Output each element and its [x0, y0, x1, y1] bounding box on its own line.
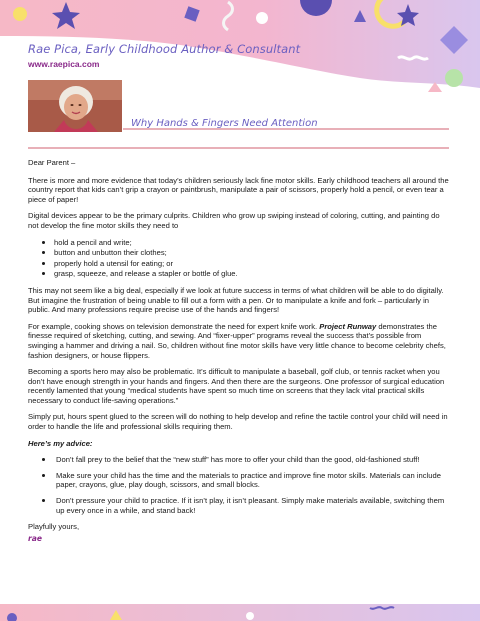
letter-body	[28, 158, 450, 550]
show-title: Project Runway	[319, 321, 377, 331]
advice-list	[42, 455, 450, 515]
list-item: Make sure your child has the time and the materials to practice and improve fine motor skills. Materials can include paper, crayons, glue, play dough, scissors, and small blocks.	[42, 471, 450, 490]
signature: rae	[28, 533, 43, 543]
list-item: Don’t fall prey to the belief that the “new stuff” has more to offer your child than the good, old-fashioned stuff!	[42, 455, 450, 465]
footer-banner	[0, 604, 480, 621]
website-link[interactable]: www.raepica.com	[28, 59, 100, 69]
list-item: hold a pencil and write;	[42, 238, 450, 248]
paragraph-4	[28, 322, 450, 360]
yellow-circle-shape	[13, 7, 27, 21]
paragraph-3: This may not seem like a big deal, especially if we look at future success in terms of what children will be able to do digitally. But imagine the frustration of being unable to fill out a form with a pen. Or to manipulate a knife and fork – particularly in public. And many professions require precise use of the hands and fingers!	[28, 285, 444, 315]
paragraph-5: Becoming a sports hero may also be problematic. It’s difficult to manipulate a baseball, golf club, or tennis racket when you don’t have enough strength in your hands and fingers. And then there are the surgeons. One professor of surgical education recently lamented that young “medical students have spent so much time on screens that they lack vital practical skills necessary to conduct life-saving operations.”	[28, 367, 445, 405]
skills-list	[42, 238, 450, 279]
paragraph-4-start: For example, cooking shows on television demonstrate the need for expert knife work.	[28, 321, 320, 331]
author-photo	[28, 80, 122, 132]
footer-graphic	[0, 604, 480, 621]
footer-white-circle-shape	[246, 612, 254, 620]
list-item: button and unbutton their clothes;	[42, 248, 450, 258]
header-divider	[28, 147, 449, 149]
greeting: Dear Parent –	[28, 158, 76, 167]
list-item: properly hold a utensil for eating; or	[42, 259, 450, 269]
green-circle-shape	[445, 69, 463, 87]
paragraph-6: Simply put, hours spent glued to the screen will do nothing to help develop and refine the tactile control your child will need in order to handle the life and professional skills requiring them.	[28, 412, 448, 432]
closing: Playfully yours,	[28, 522, 80, 532]
list-item: Don’t pressure your child to practice. If it isn’t play, it isn’t pleasant. Simply make materials available, switching them up every once in a while, and stand back!	[42, 496, 450, 515]
article-title: Why Hands & Fingers Need Attention	[131, 118, 318, 129]
paragraph-1: There is more and more evidence that today’s children seriously lack fine motor skills. Early childhood teachers all around the country report that kids can’t grip a crayon or paintbrush, manipulate a pair of scissors, properly hold a pencil, or even tear a piece of paper!	[28, 175, 449, 204]
portrait-graphic	[28, 80, 122, 132]
paragraph-4-end: demonstrates the finesse required of sketching, cutting, and sewing. And “fixer-upper” programs reveal the success that’s possible from swinging a hammer and driving a nail. So, children without fine motor skills have very little chance to become celebrity chefs, fashion designers, or house flippers.	[28, 321, 446, 360]
white-circle-shape	[256, 12, 268, 24]
author-name: Rae Pica, Early Childhood Author & Consultant	[28, 42, 301, 56]
paragraph-2: Digital devices appear to be the primary culprits. Children who grow up swiping instead of coloring, cutting, and painting do not develop the fine motor skills they need to	[28, 211, 440, 230]
advice-heading: Here’s my advice:	[28, 438, 93, 448]
list-item: grasp, squeeze, and release a stapler or bottle of glue.	[42, 269, 450, 279]
